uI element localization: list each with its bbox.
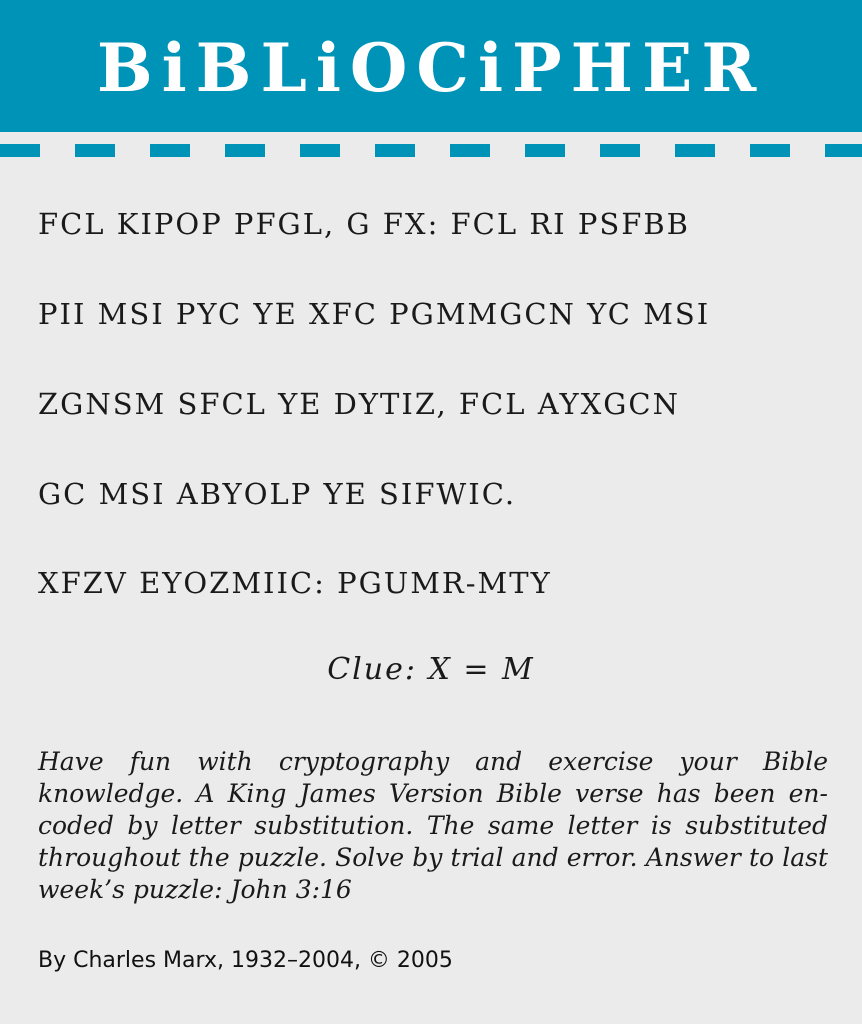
cipher-line-3: ZGNSM SFCL YE DYTIZ, FCL AYXGCN xyxy=(38,387,680,421)
header-banner xyxy=(0,0,862,132)
cipher-line-4: GC MSI ABYOLP YE SIFWIC. xyxy=(38,477,517,511)
page-title: BiBLiOCiPHER xyxy=(96,29,766,107)
dashed-divider xyxy=(0,144,862,157)
cipher-line-1: FCL KIPOP PFGL, G FX: FCL RI PSFBB xyxy=(38,207,690,241)
instructions-paragraph: Have fun with cryptography and exercise your Bible knowledge. A King James Version Bible verse has been encoded by letter substitution. The same letter is substituted throughout the puzzle. Solve by trial and error. Answer to last week’s puzzle: John 3:16 xyxy=(38,747,828,904)
cipher-line-2: PII MSI PYC YE XFC PGMMGCN YC MSI xyxy=(38,297,711,331)
byline: By Charles Marx, 1932–2004, © 2005 xyxy=(38,948,453,973)
clue-text: Clue: X = M xyxy=(327,652,535,687)
cipher-line-5: XFZV EYOZMIIC: PGUMR-MTY xyxy=(38,566,552,600)
